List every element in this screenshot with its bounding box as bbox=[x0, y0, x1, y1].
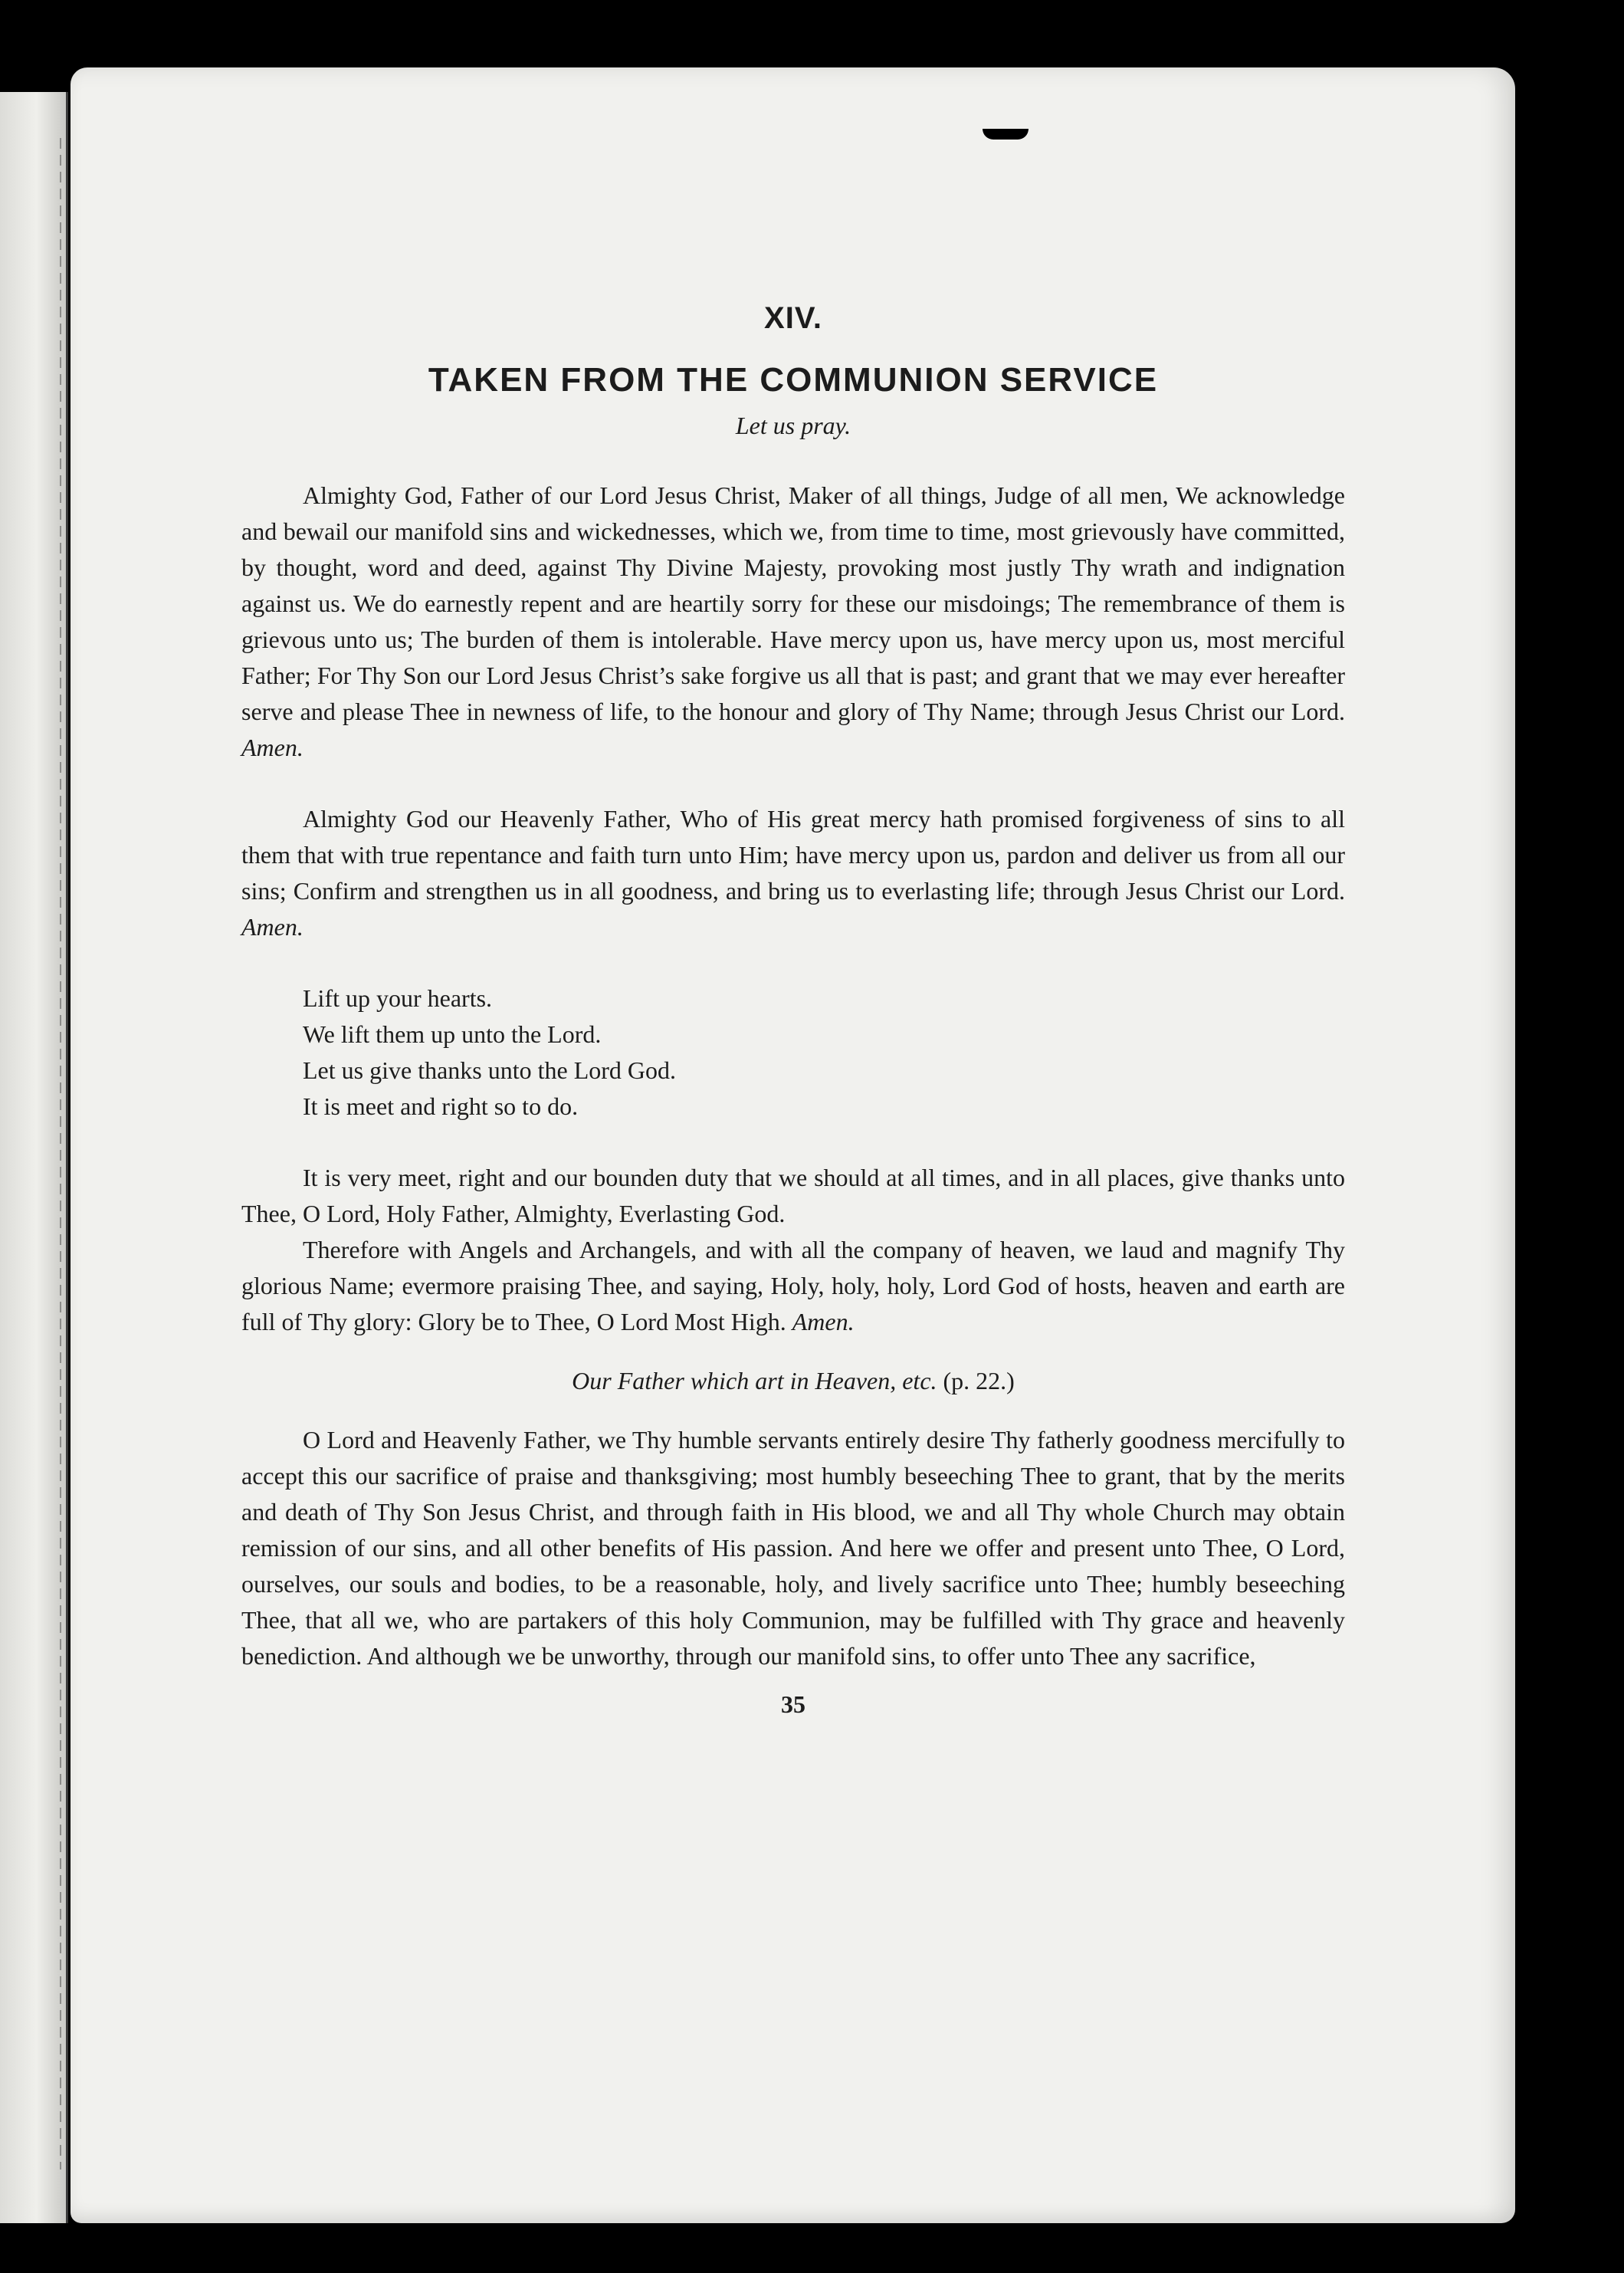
oblation-prayer bbox=[241, 1422, 1345, 1674]
page-notch bbox=[983, 129, 1029, 140]
confession-text: Almighty God, Father of our Lord Jesus Christ, Maker of all things, Judge of all men, We acknowledge and bewail our manifold sins and wickednesses, which we, from time to time, most grievously have committed, by thought, word and deed, against Thy Divine Majesty, provoking most justly Thy wrath and indignation against us. We do earnestly repent and are heartily sorry for these our misdoings; The remembrance of them is grievous unto us; The burden of them is intolerable. Have mercy upon us, have mercy upon us, most merciful Father; For Thy Son our Lord Jesus Christ’s sake forgive us all that is past; and grant that we may ever hereafter serve and please Thee in newness of life, to the honour and glory of Thy Name; through Jesus Christ our Lord. bbox=[241, 481, 1345, 725]
versicle-line: We lift them up unto the Lord. bbox=[303, 1020, 602, 1048]
sanctus-amen: Amen. bbox=[792, 1308, 855, 1335]
versicle-line: Lift up your hearts. bbox=[303, 984, 493, 1012]
page-number: 35 bbox=[781, 1690, 805, 1718]
absolution-amen: Amen. bbox=[241, 913, 303, 941]
left-page-edge bbox=[0, 92, 68, 2223]
lords-prayer-rubric bbox=[241, 1363, 1345, 1399]
versicle-line: Let us give thanks unto the Lord God. bbox=[303, 1056, 677, 1084]
chapter-title: TAKEN FROM THE COMMUNION SERVICE bbox=[428, 361, 1159, 399]
preface-paragraph bbox=[241, 1160, 1345, 1232]
absolution-prayer bbox=[241, 801, 1345, 945]
oblation-text: O Lord and Heavenly Father, we Thy humble servants entirely desire Thy fatherly goodness mercifully to accept this our sacrifice of praise and thanksgiving; most humbly beseeching Thee to grant, that by the merits and death of Thy Son Jesus Christ, and through faith in His blood, we and all Thy whole Church may obtain remission of our sins, and all other benefits of His passion. And here we offer and present unto Thee, O Lord, ourselves, our souls and bodies, to be a reasonable, holy, and lively sacrifice unto Thee; humbly beseeching Thee, that all we, who are partakers of this holy Communion, may be fulfilled with Thy grace and heavenly benediction. And although we be unworthy, through our manifold sins, to offer unto Thee any sacrifice, bbox=[241, 1426, 1345, 1670]
versicle-line: It is meet and right so to do. bbox=[303, 1092, 579, 1120]
opening-rubric: Let us pray. bbox=[735, 412, 851, 439]
absolution-text: Almighty God our Heavenly Father, Who of His great mercy hath promised forgiveness of sins to all them that with true repentance and faith turn unto Him; have mercy upon us, pardon and deliver us from all our sins; Confirm and strengthen us in all goodness, and bring us to everlasting life; through Jesus Christ our Lord. bbox=[241, 805, 1345, 905]
confession-prayer bbox=[241, 478, 1345, 766]
preface-text: It is very meet, right and our bounden duty that we should at all times, and in all places, give thanks unto Thee, O Lord, Holy Father, Almighty, Everlasting God. bbox=[241, 1164, 1345, 1227]
lords-prayer-rubric-text: Our Father which art in Heaven, etc. bbox=[572, 1367, 937, 1394]
page-content bbox=[241, 299, 1345, 1723]
lords-prayer-page-ref: (p. 22.) bbox=[943, 1367, 1015, 1394]
chapter-number: XIV. bbox=[764, 301, 822, 335]
sursum-corda bbox=[303, 980, 1345, 1125]
confession-amen: Amen. bbox=[241, 734, 303, 761]
sanctus-paragraph bbox=[241, 1232, 1345, 1340]
sanctus-text: Therefore with Angels and Archangels, and with all the company of heaven, we laud and magnify Thy glorious Name; evermore praising Thee, and saying, Holy, holy, holy, Lord God of hosts, heaven and earth are full of Thy glory: Glory be to Thee, O Lord Most High. bbox=[241, 1236, 1345, 1335]
